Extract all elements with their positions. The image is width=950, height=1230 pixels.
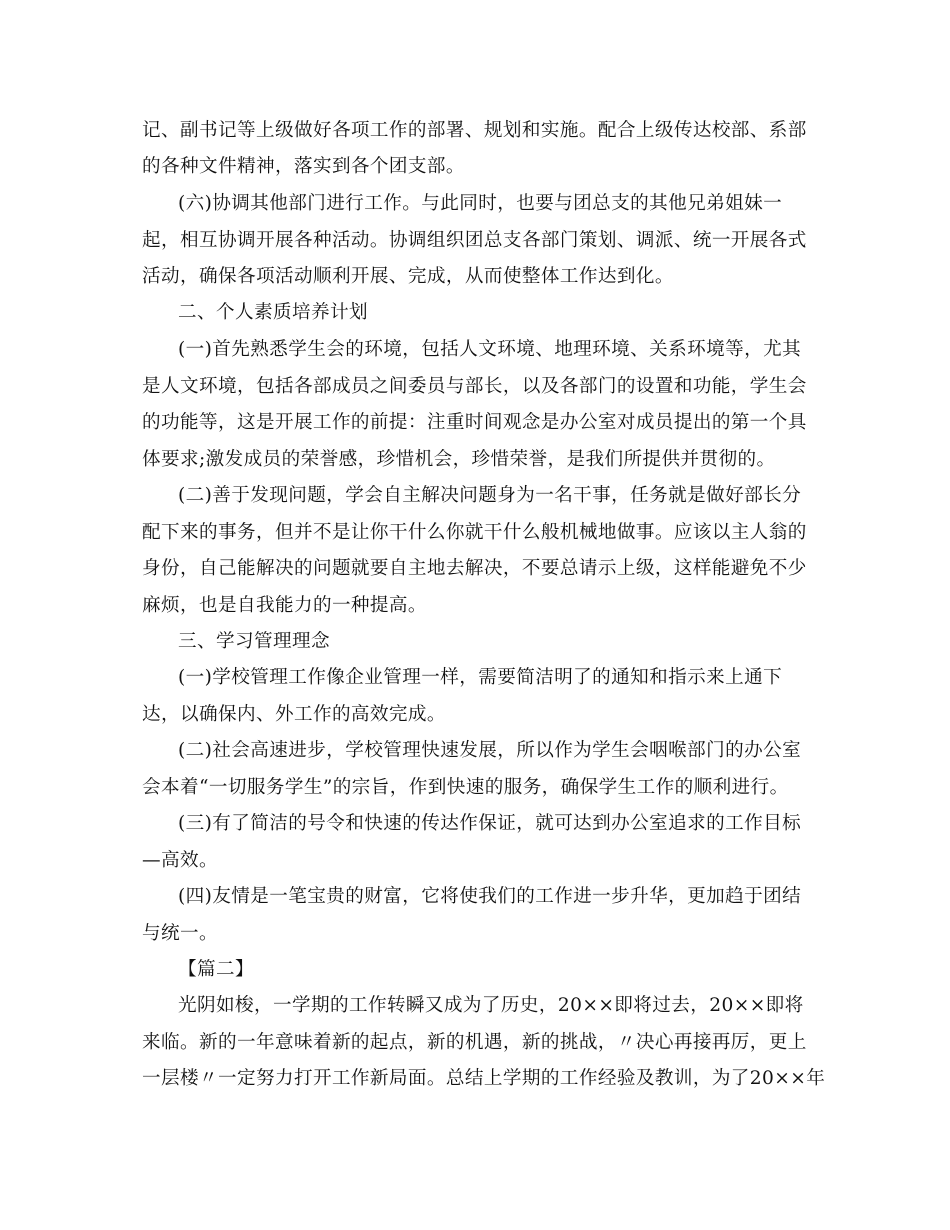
text-line: 会本着“一切服务学生”的宗旨，作到快速的服务，确保学生工作的顺利进行。	[142, 777, 789, 798]
section-heading-2: 二、个人素质培养计划	[178, 302, 368, 323]
text-line: 来临。新的一年意味着新的起点，新的机遇，新的挑战，〃决心再接再厉，更上	[142, 1032, 807, 1053]
paragraph-start: (一)学校管理工作像企业管理一样，需要简洁明了的通知和指示来上通下	[178, 667, 783, 688]
text-line: 体要求;激发成员的荣誉感，珍惜机会，珍惜荣誉，是我们所提供并贯彻的。	[142, 449, 776, 470]
text-line: 身份，自己能解决的问题就要自主地去解决，不要总请示上级，这样能避免不少	[142, 558, 807, 579]
paragraph-start: (三)有了简洁的号令和快速的传达作保证，就可达到办公室追求的工作目标	[178, 813, 802, 834]
section-heading-part-2: 【篇二】	[178, 959, 254, 980]
paragraph-start: (二)善于发现问题，学会自主解决问题身为一名干事，任务就是做好部长分	[178, 485, 802, 506]
text-line: —高效。	[142, 850, 218, 871]
text-line: 记、副书记等上级做好各项工作的部署、规划和实施。配合上级传达校部、系部	[142, 120, 807, 141]
text-line: 一层楼〃一定努力打开工作新局面。总结上学期的工作经验及教训，为了20××年	[142, 1068, 826, 1089]
text-line: 达，以确保内、外工作的高效完成。	[142, 704, 446, 725]
paragraph-start: (四)友情是一笔宝贵的财富，它将使我们的工作进一步升华，更加趋于团结	[178, 886, 802, 907]
text-line: 的功能等，这是开展工作的前提：注重时间观念是办公室对成员提出的第一个具	[142, 412, 807, 433]
paragraph-start: (二)社会高速进步，学校管理快速发展，所以作为学生会咽喉部门的办公室	[178, 740, 802, 761]
paragraph-6-start: (六)协调其他部门进行工作。与此同时，也要与团总支的其他兄弟姐妹一	[178, 193, 783, 214]
paragraph-start: 光阴如梭，一学期的工作转瞬又成为了历史，20××即将过去，20××即将	[178, 995, 804, 1016]
text-line: 与统一。	[142, 923, 218, 944]
text-line: 的各种文件精神，落实到各个团支部。	[142, 156, 465, 177]
text-line: 活动，确保各项活动顺利开展、完成，从而使整体工作达到化。	[142, 266, 674, 287]
text-line: 配下来的事务，但并不是让你干什么你就干什么般机械地做事。应该以主人翁的	[142, 522, 807, 543]
paragraph-start: (一)首先熟悉学生会的环境，包括人文环境、地理环境、关系环境等，尤其	[178, 339, 802, 360]
text-line: 起，相互协调开展各种活动。协调组织团总支各部门策划、调派、统一开展各式	[142, 230, 807, 251]
text-line: 麻烦，也是自我能力的一种提高。	[142, 595, 427, 616]
section-heading-3: 三、学习管理理念	[178, 631, 330, 652]
text-line: 是人文环境，包括各部成员之间委员与部长，以及各部门的设置和功能，学生会	[142, 376, 807, 397]
